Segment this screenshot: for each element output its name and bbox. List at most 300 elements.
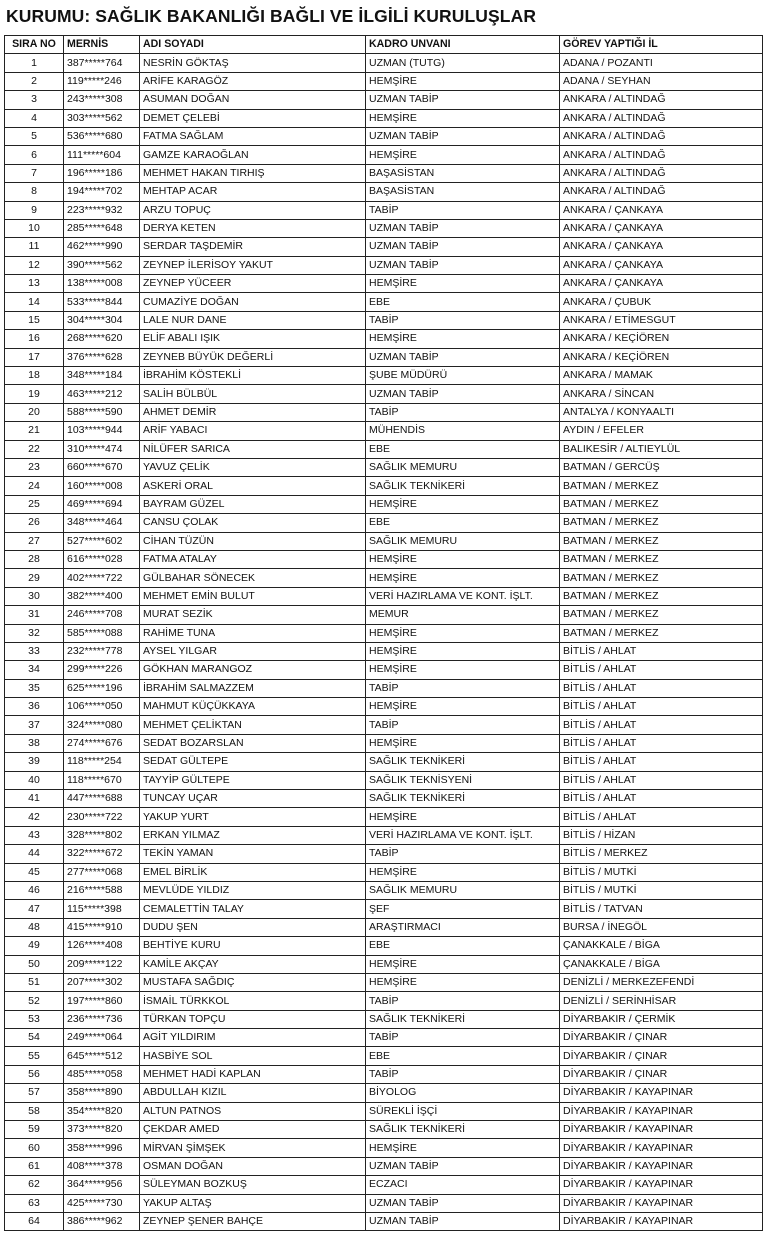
cell-sira-no: 41 (5, 790, 64, 808)
cell-kadro-unvani: UZMAN (TUTG) (366, 54, 560, 72)
cell-sira-no: 3 (5, 91, 64, 109)
table-row (5, 642, 763, 660)
cell-gorev-il: ANKARA / ALTINDAĞ (560, 164, 763, 182)
cell-adi-soyadi: MEHMET HADİ KAPLAN (140, 1065, 366, 1083)
cell-kadro-unvani: SAĞLIK MEMURU (366, 532, 560, 550)
cell-adi-soyadi: MAHMUT KÜÇÜKKAYA (140, 698, 366, 716)
table-row (5, 1029, 763, 1047)
cell-mernis: 209*****122 (64, 955, 140, 973)
cell-sira-no: 40 (5, 771, 64, 789)
column-header-adi-soyadi: ADI SOYADI (140, 36, 366, 54)
cell-sira-no: 30 (5, 587, 64, 605)
cell-sira-no: 47 (5, 900, 64, 918)
column-header-kadro-unvani: KADRO UNVANI (366, 36, 560, 54)
cell-sira-no: 5 (5, 127, 64, 145)
cell-adi-soyadi: SEDAT BOZARSLAN (140, 734, 366, 752)
cell-adi-soyadi: TEKİN YAMAN (140, 845, 366, 863)
cell-adi-soyadi: ASUMAN DOĞAN (140, 91, 366, 109)
cell-gorev-il: ANKARA / ALTINDAĞ (560, 109, 763, 127)
cell-adi-soyadi: ÇEKDAR AMED (140, 1121, 366, 1139)
table-row (5, 348, 763, 366)
cell-kadro-unvani: TABİP (366, 403, 560, 421)
cell-kadro-unvani: SAĞLIK TEKNİKERİ (366, 753, 560, 771)
cell-mernis: 328*****802 (64, 826, 140, 844)
column-header-sira-no: SIRA NO (5, 36, 64, 54)
cell-sira-no: 14 (5, 293, 64, 311)
cell-adi-soyadi: İSMAİL TÜRKKOL (140, 992, 366, 1010)
cell-adi-soyadi: ABDULLAH KIZIL (140, 1084, 366, 1102)
cell-mernis: 197*****860 (64, 992, 140, 1010)
cell-sira-no: 33 (5, 642, 64, 660)
cell-mernis: 415*****910 (64, 918, 140, 936)
table-row (5, 219, 763, 237)
table-row (5, 72, 763, 90)
cell-gorev-il: ANKARA / ALTINDAĞ (560, 127, 763, 145)
table-row (5, 624, 763, 642)
cell-kadro-unvani: MEMUR (366, 606, 560, 624)
cell-adi-soyadi: ZEYNEP YÜCEER (140, 275, 366, 293)
cell-mernis: 138*****008 (64, 275, 140, 293)
cell-mernis: 299*****226 (64, 661, 140, 679)
cell-gorev-il: ADANA / SEYHAN (560, 72, 763, 90)
cell-sira-no: 60 (5, 1139, 64, 1157)
cell-sira-no: 6 (5, 146, 64, 164)
cell-gorev-il: BİTLİS / AHLAT (560, 679, 763, 697)
table-row (5, 1176, 763, 1194)
table-row (5, 1121, 763, 1139)
cell-sira-no: 31 (5, 606, 64, 624)
cell-kadro-unvani: EBE (366, 1047, 560, 1065)
cell-sira-no: 42 (5, 808, 64, 826)
cell-gorev-il: DİYARBAKIR / KAYAPINAR (560, 1139, 763, 1157)
cell-mernis: 111*****604 (64, 146, 140, 164)
table-row (5, 54, 763, 72)
cell-kadro-unvani: UZMAN TABİP (366, 127, 560, 145)
cell-gorev-il: DİYARBAKIR / ÇINAR (560, 1029, 763, 1047)
personnel-table (4, 35, 763, 1231)
cell-kadro-unvani: EBE (366, 514, 560, 532)
table-row (5, 311, 763, 329)
cell-adi-soyadi: MEHMET HAKAN TIRHIŞ (140, 164, 366, 182)
cell-adi-soyadi: HASBİYE SOL (140, 1047, 366, 1065)
cell-adi-soyadi: ZEYNEP ŞENER BAHÇE (140, 1213, 366, 1231)
cell-mernis: 533*****844 (64, 293, 140, 311)
cell-sira-no: 19 (5, 385, 64, 403)
cell-mernis: 387*****764 (64, 54, 140, 72)
cell-adi-soyadi: SALİH BÜLBÜL (140, 385, 366, 403)
cell-gorev-il: DİYARBAKIR / KAYAPINAR (560, 1102, 763, 1120)
cell-gorev-il: BATMAN / MERKEZ (560, 550, 763, 568)
cell-kadro-unvani: UZMAN TABİP (366, 1157, 560, 1175)
cell-gorev-il: ANKARA / MAMAK (560, 367, 763, 385)
cell-mernis: 588*****590 (64, 403, 140, 421)
cell-sira-no: 20 (5, 403, 64, 421)
cell-kadro-unvani: HEMŞİRE (366, 275, 560, 293)
cell-adi-soyadi: GAMZE KARAOĞLAN (140, 146, 366, 164)
table-body (5, 54, 763, 1231)
table-row (5, 845, 763, 863)
cell-mernis: 358*****890 (64, 1084, 140, 1102)
cell-kadro-unvani: UZMAN TABİP (366, 385, 560, 403)
cell-mernis: 585*****088 (64, 624, 140, 642)
cell-adi-soyadi: SEDAT GÜLTEPE (140, 753, 366, 771)
cell-gorev-il: ANKARA / ALTINDAĞ (560, 146, 763, 164)
cell-sira-no: 16 (5, 330, 64, 348)
cell-sira-no: 11 (5, 238, 64, 256)
cell-adi-soyadi: EMEL BİRLİK (140, 863, 366, 881)
cell-gorev-il: BATMAN / MERKEZ (560, 495, 763, 513)
cell-adi-soyadi: SÜLEYMAN BOZKUŞ (140, 1176, 366, 1194)
table-row (5, 1194, 763, 1212)
cell-gorev-il: DENİZLİ / SERİNHİSAR (560, 992, 763, 1010)
cell-mernis: 243*****308 (64, 91, 140, 109)
cell-adi-soyadi: YAKUP YURT (140, 808, 366, 826)
cell-kadro-unvani: HEMŞİRE (366, 863, 560, 881)
cell-mernis: 425*****730 (64, 1194, 140, 1212)
cell-mernis: 447*****688 (64, 790, 140, 808)
table-row (5, 1084, 763, 1102)
cell-adi-soyadi: MEHMET EMİN BULUT (140, 587, 366, 605)
cell-sira-no: 4 (5, 109, 64, 127)
cell-kadro-unvani: HEMŞİRE (366, 808, 560, 826)
cell-mernis: 249*****064 (64, 1029, 140, 1047)
cell-sira-no: 1 (5, 54, 64, 72)
cell-mernis: 469*****694 (64, 495, 140, 513)
cell-sira-no: 28 (5, 550, 64, 568)
cell-kadro-unvani: EBE (366, 937, 560, 955)
cell-adi-soyadi: YAVUZ ÇELİK (140, 458, 366, 476)
table-row (5, 458, 763, 476)
cell-mernis: 285*****648 (64, 219, 140, 237)
cell-mernis: 207*****302 (64, 973, 140, 991)
cell-gorev-il: BATMAN / MERKEZ (560, 587, 763, 605)
table-row (5, 771, 763, 789)
table-row (5, 514, 763, 532)
cell-kadro-unvani: EBE (366, 293, 560, 311)
cell-kadro-unvani: ŞEF (366, 900, 560, 918)
cell-adi-soyadi: GÜLBAHAR SÖNECEK (140, 569, 366, 587)
cell-kadro-unvani: BİYOLOG (366, 1084, 560, 1102)
cell-gorev-il: ANKARA / ÇANKAYA (560, 238, 763, 256)
table-row (5, 385, 763, 403)
cell-adi-soyadi: CUMAZİYE DOĞAN (140, 293, 366, 311)
cell-kadro-unvani: TABİP (366, 716, 560, 734)
cell-kadro-unvani: SAĞLIK TEKNİKERİ (366, 1010, 560, 1028)
cell-adi-soyadi: ZEYNEP İLERİSOY YAKUT (140, 256, 366, 274)
cell-adi-soyadi: ARZU TOPUÇ (140, 201, 366, 219)
cell-gorev-il: DİYARBAKIR / KAYAPINAR (560, 1176, 763, 1194)
cell-gorev-il: BATMAN / MERKEZ (560, 477, 763, 495)
cell-mernis: 382*****400 (64, 587, 140, 605)
cell-sira-no: 62 (5, 1176, 64, 1194)
cell-adi-soyadi: DEMET ÇELEBİ (140, 109, 366, 127)
cell-mernis: 230*****722 (64, 808, 140, 826)
cell-mernis: 119*****246 (64, 72, 140, 90)
cell-sira-no: 58 (5, 1102, 64, 1120)
cell-adi-soyadi: MEHTAP ACAR (140, 183, 366, 201)
cell-adi-soyadi: ERKAN YILMAZ (140, 826, 366, 844)
cell-adi-soyadi: ARİF YABACI (140, 422, 366, 440)
cell-sira-no: 64 (5, 1213, 64, 1231)
cell-gorev-il: BİTLİS / MERKEZ (560, 845, 763, 863)
cell-adi-soyadi: YAKUP ALTAŞ (140, 1194, 366, 1212)
cell-mernis: 194*****702 (64, 183, 140, 201)
cell-sira-no: 44 (5, 845, 64, 863)
cell-gorev-il: DİYARBAKIR / ÇERMİK (560, 1010, 763, 1028)
cell-gorev-il: BİTLİS / AHLAT (560, 642, 763, 660)
table-row (5, 826, 763, 844)
cell-gorev-il: BURSA / İNEGÖL (560, 918, 763, 936)
cell-gorev-il: DİYARBAKIR / KAYAPINAR (560, 1194, 763, 1212)
table-row (5, 532, 763, 550)
table-row (5, 1213, 763, 1231)
table-row (5, 661, 763, 679)
cell-kadro-unvani: VERİ HAZIRLAMA VE KONT. İŞLT. (366, 826, 560, 844)
cell-kadro-unvani: HEMŞİRE (366, 146, 560, 164)
cell-sira-no: 8 (5, 183, 64, 201)
cell-adi-soyadi: TAYYİP GÜLTEPE (140, 771, 366, 789)
cell-adi-soyadi: FATMA SAĞLAM (140, 127, 366, 145)
cell-adi-soyadi: İBRAHİM SALMAZZEM (140, 679, 366, 697)
table-row (5, 734, 763, 752)
cell-mernis: 268*****620 (64, 330, 140, 348)
cell-gorev-il: DİYARBAKIR / KAYAPINAR (560, 1157, 763, 1175)
cell-mernis: 277*****068 (64, 863, 140, 881)
cell-kadro-unvani: UZMAN TABİP (366, 256, 560, 274)
table-row (5, 790, 763, 808)
cell-gorev-il: ANKARA / ÇANKAYA (560, 201, 763, 219)
cell-kadro-unvani: UZMAN TABİP (366, 219, 560, 237)
cell-gorev-il: BİTLİS / TATVAN (560, 900, 763, 918)
cell-kadro-unvani: UZMAN TABİP (366, 348, 560, 366)
cell-sira-no: 2 (5, 72, 64, 90)
cell-mernis: 310*****474 (64, 440, 140, 458)
cell-adi-soyadi: MİRVAN ŞİMŞEK (140, 1139, 366, 1157)
cell-adi-soyadi: MEHMET ÇELİKTAN (140, 716, 366, 734)
cell-adi-soyadi: NİLÜFER SARICA (140, 440, 366, 458)
cell-mernis: 348*****184 (64, 367, 140, 385)
cell-mernis: 236*****736 (64, 1010, 140, 1028)
cell-adi-soyadi: ARİFE KARAGÖZ (140, 72, 366, 90)
cell-kadro-unvani: HEMŞİRE (366, 955, 560, 973)
cell-gorev-il: BİTLİS / AHLAT (560, 716, 763, 734)
table-row (5, 440, 763, 458)
cell-adi-soyadi: NESRİN GÖKTAŞ (140, 54, 366, 72)
cell-mernis: 527*****602 (64, 532, 140, 550)
cell-gorev-il: DİYARBAKIR / ÇINAR (560, 1065, 763, 1083)
cell-gorev-il: BALIKESİR / ALTIEYLÜL (560, 440, 763, 458)
cell-mernis: 625*****196 (64, 679, 140, 697)
cell-mernis: 373*****820 (64, 1121, 140, 1139)
table-row (5, 146, 763, 164)
cell-gorev-il: ÇANAKKALE / BİGA (560, 937, 763, 955)
cell-gorev-il: ADANA / POZANTI (560, 54, 763, 72)
cell-adi-soyadi: MURAT SEZİK (140, 606, 366, 624)
cell-sira-no: 22 (5, 440, 64, 458)
cell-adi-soyadi: FATMA ATALAY (140, 550, 366, 568)
cell-gorev-il: BATMAN / MERKEZ (560, 569, 763, 587)
cell-kadro-unvani: TABİP (366, 201, 560, 219)
table-row (5, 863, 763, 881)
cell-sira-no: 17 (5, 348, 64, 366)
cell-gorev-il: ANTALYA / KONYAALTI (560, 403, 763, 421)
cell-sira-no: 54 (5, 1029, 64, 1047)
cell-mernis: 408*****378 (64, 1157, 140, 1175)
cell-kadro-unvani: HEMŞİRE (366, 642, 560, 660)
cell-sira-no: 55 (5, 1047, 64, 1065)
cell-kadro-unvani: ECZACI (366, 1176, 560, 1194)
cell-mernis: 304*****304 (64, 311, 140, 329)
cell-sira-no: 49 (5, 937, 64, 955)
cell-kadro-unvani: TABİP (366, 679, 560, 697)
cell-sira-no: 59 (5, 1121, 64, 1139)
cell-kadro-unvani: UZMAN TABİP (366, 238, 560, 256)
table-row (5, 238, 763, 256)
cell-sira-no: 24 (5, 477, 64, 495)
cell-sira-no: 37 (5, 716, 64, 734)
cell-sira-no: 51 (5, 973, 64, 991)
table-row (5, 587, 763, 605)
cell-sira-no: 56 (5, 1065, 64, 1083)
cell-gorev-il: AYDIN / EFELER (560, 422, 763, 440)
cell-kadro-unvani: HEMŞİRE (366, 109, 560, 127)
cell-gorev-il: BİTLİS / AHLAT (560, 808, 763, 826)
cell-mernis: 160*****008 (64, 477, 140, 495)
cell-sira-no: 35 (5, 679, 64, 697)
table-row (5, 293, 763, 311)
cell-adi-soyadi: DUDU ŞEN (140, 918, 366, 936)
table-row (5, 808, 763, 826)
table-row (5, 753, 763, 771)
cell-mernis: 462*****990 (64, 238, 140, 256)
cell-adi-soyadi: CEMALETTİN TALAY (140, 900, 366, 918)
table-row (5, 109, 763, 127)
cell-sira-no: 13 (5, 275, 64, 293)
table-row (5, 477, 763, 495)
cell-sira-no: 29 (5, 569, 64, 587)
table-row (5, 992, 763, 1010)
table-row (5, 1157, 763, 1175)
cell-gorev-il: BATMAN / MERKEZ (560, 532, 763, 550)
cell-adi-soyadi: ELİF ABALI IŞIK (140, 330, 366, 348)
cell-sira-no: 25 (5, 495, 64, 513)
table-row (5, 1047, 763, 1065)
cell-kadro-unvani: HEMŞİRE (366, 973, 560, 991)
cell-mernis: 354*****820 (64, 1102, 140, 1120)
cell-kadro-unvani: MÜHENDİS (366, 422, 560, 440)
cell-kadro-unvani: TABİP (366, 311, 560, 329)
cell-kadro-unvani: HEMŞİRE (366, 624, 560, 642)
cell-sira-no: 21 (5, 422, 64, 440)
table-row (5, 275, 763, 293)
table-row (5, 127, 763, 145)
cell-kadro-unvani: HEMŞİRE (366, 495, 560, 513)
cell-adi-soyadi: AHMET DEMİR (140, 403, 366, 421)
cell-adi-soyadi: AYSEL YILGAR (140, 642, 366, 660)
cell-sira-no: 32 (5, 624, 64, 642)
cell-mernis: 536*****680 (64, 127, 140, 145)
cell-kadro-unvani: UZMAN TABİP (366, 1213, 560, 1231)
cell-sira-no: 36 (5, 698, 64, 716)
cell-mernis: 324*****080 (64, 716, 140, 734)
cell-sira-no: 7 (5, 164, 64, 182)
cell-gorev-il: BATMAN / MERKEZ (560, 606, 763, 624)
cell-adi-soyadi: OSMAN DOĞAN (140, 1157, 366, 1175)
cell-mernis: 115*****398 (64, 900, 140, 918)
cell-mernis: 196*****186 (64, 164, 140, 182)
table-row (5, 256, 763, 274)
table-row (5, 183, 763, 201)
cell-mernis: 485*****058 (64, 1065, 140, 1083)
cell-mernis: 216*****588 (64, 881, 140, 899)
table-row (5, 330, 763, 348)
cell-kadro-unvani: HEMŞİRE (366, 661, 560, 679)
table-row (5, 716, 763, 734)
cell-gorev-il: BİTLİS / MUTKİ (560, 881, 763, 899)
table-row (5, 606, 763, 624)
table-header (5, 36, 763, 54)
cell-adi-soyadi: TÜRKAN TOPÇU (140, 1010, 366, 1028)
cell-mernis: 232*****778 (64, 642, 140, 660)
cell-mernis: 402*****722 (64, 569, 140, 587)
column-header-gorev-il: GÖREV YAPTIĞI İL (560, 36, 763, 54)
cell-kadro-unvani: BAŞASİSTAN (366, 183, 560, 201)
cell-sira-no: 57 (5, 1084, 64, 1102)
cell-gorev-il: BİTLİS / AHLAT (560, 698, 763, 716)
cell-mernis: 386*****962 (64, 1213, 140, 1231)
cell-gorev-il: ANKARA / ÇUBUK (560, 293, 763, 311)
cell-adi-soyadi: CANSU ÇOLAK (140, 514, 366, 532)
cell-sira-no: 12 (5, 256, 64, 274)
table-row (5, 1010, 763, 1028)
cell-mernis: 303*****562 (64, 109, 140, 127)
cell-sira-no: 34 (5, 661, 64, 679)
cell-adi-soyadi: GÖKHAN MARANGOZ (140, 661, 366, 679)
table-row (5, 403, 763, 421)
cell-gorev-il: DENİZLİ / MERKEZEFENDİ (560, 973, 763, 991)
cell-adi-soyadi: LALE NUR DANE (140, 311, 366, 329)
cell-kadro-unvani: SAĞLIK TEKNİKERİ (366, 477, 560, 495)
cell-gorev-il: BİTLİS / AHLAT (560, 753, 763, 771)
cell-mernis: 390*****562 (64, 256, 140, 274)
cell-sira-no: 53 (5, 1010, 64, 1028)
cell-mernis: 246*****708 (64, 606, 140, 624)
cell-mernis: 463*****212 (64, 385, 140, 403)
cell-gorev-il: ANKARA / ALTINDAĞ (560, 91, 763, 109)
table-row (5, 900, 763, 918)
cell-kadro-unvani: VERİ HAZIRLAMA VE KONT. İŞLT. (366, 587, 560, 605)
cell-adi-soyadi: KAMİLE AKÇAY (140, 955, 366, 973)
cell-mernis: 106*****050 (64, 698, 140, 716)
cell-kadro-unvani: HEMŞİRE (366, 72, 560, 90)
cell-mernis: 645*****512 (64, 1047, 140, 1065)
cell-sira-no: 38 (5, 734, 64, 752)
table-row (5, 937, 763, 955)
cell-mernis: 364*****956 (64, 1176, 140, 1194)
cell-adi-soyadi: ZEYNEB BÜYÜK DEĞERLİ (140, 348, 366, 366)
cell-sira-no: 10 (5, 219, 64, 237)
cell-adi-soyadi: AGİT YILDIRIM (140, 1029, 366, 1047)
cell-sira-no: 43 (5, 826, 64, 844)
table-row (5, 1065, 763, 1083)
cell-kadro-unvani: BAŞASİSTAN (366, 164, 560, 182)
cell-kadro-unvani: HEMŞİRE (366, 330, 560, 348)
cell-sira-no: 27 (5, 532, 64, 550)
cell-gorev-il: ANKARA / ÇANKAYA (560, 256, 763, 274)
cell-gorev-il: ANKARA / ÇANKAYA (560, 275, 763, 293)
cell-kadro-unvani: UZMAN TABİP (366, 1194, 560, 1212)
table-row (5, 679, 763, 697)
